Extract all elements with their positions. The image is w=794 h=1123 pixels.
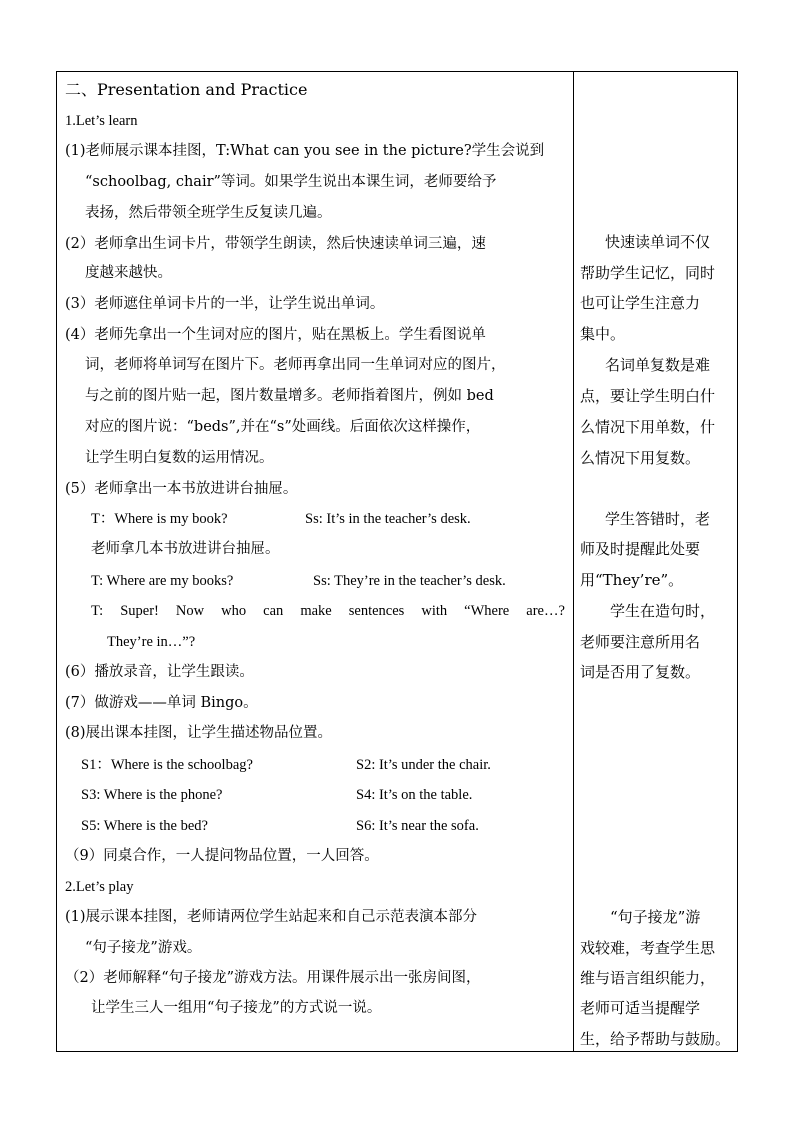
dialogue3-word: Super! (120, 603, 159, 619)
dialogue3-word: who (221, 603, 247, 619)
dialogue3-word: T: (91, 603, 104, 619)
play-title: 2.Let’s play (65, 879, 134, 895)
note4-line2: 老师要注意所用名 (580, 633, 701, 651)
play-step2-line1: （2）老师解释“句子接龙”游戏方法。用课件展示出一张房间图， (65, 970, 481, 986)
note2-line1: 名词单复数是难 (605, 356, 711, 374)
learn-step1-line3: 表扬，然后带领全班学生反复读几遍。 (85, 205, 332, 221)
dialogue3-word: sentences (348, 603, 405, 619)
note3-line2: 师及时提醒此处要 (580, 540, 701, 558)
note5-line5: 生，给予帮助与鼓励。 (580, 1030, 731, 1048)
play-step2-line2: 让学生三人一组用“句子接龙”的方式说一说。 (91, 1000, 382, 1016)
dialogue3-word: Now (175, 603, 205, 619)
section-heading: 二、Presentation and Practice (65, 80, 308, 99)
qa-question: S5: Where is the bed? (81, 818, 208, 834)
note5-line4: 老师可适当提醒学 (580, 999, 701, 1017)
dialogue3-line1 (91, 601, 565, 621)
learn-step3-line1: (3）老师遮住单词卡片的一半，让学生说出单词。 (65, 296, 385, 312)
learn-step1-line2: “schoolbag, chair”等词。如果学生说出本课生词，老师要给予 (85, 174, 497, 190)
learn-step4-line2: 词，老师将单词写在图片下。老师再拿出同一生单词对应的图片， (85, 357, 506, 373)
qa-answer: S6: It’s near the sofa. (356, 818, 479, 834)
learn-step7-line1: (7）做游戏——单词 Bingo。 (65, 695, 258, 711)
learn-step4-line4: 对应的图片说：“beds”,并在“s”处画线。后面依次这样操作， (85, 419, 481, 435)
learn-step8-line1: (8)展出课本挂图，让学生描述物品位置。 (65, 725, 333, 741)
note1-line2: 帮助学生记忆，同时 (580, 264, 716, 282)
dialogue2-teacher: T: Where are my books? (91, 573, 234, 589)
dialogue3-word: make (300, 603, 332, 619)
dialogue2-students: Ss: They’re in the teacher’s desk. (313, 573, 506, 589)
learn-step4-line1: (4）老师先拿出一个生词对应的图片，贴在黑板上。学生看图说单 (65, 327, 486, 343)
note2-line4: 么情况下用复数。 (580, 449, 701, 467)
note5-line2: 戏较难，考查学生思 (580, 939, 716, 957)
note2-line2: 点，要让学生明白什 (580, 387, 716, 405)
dialogue1-teacher: T：Where is my book? (91, 511, 228, 527)
note1-line1: 快速读单词不仅 (605, 233, 711, 251)
learn-step5-line2: 老师拿几本书放进讲台抽屉。 (91, 541, 280, 557)
lesson-plan-table (56, 71, 738, 1052)
procedure-column (57, 72, 573, 1051)
qa-question: S3: Where is the phone? (81, 787, 223, 803)
learn-title: 1.Let’s learn (65, 113, 138, 129)
note1-line3: 也可让学生注意力 (580, 294, 701, 312)
note4-line3: 词是否用了复数。 (580, 663, 701, 681)
qa-answer: S4: It’s on the table. (356, 787, 473, 803)
note2-line3: 么情况下用单数，什 (580, 418, 716, 436)
learn-step2-line2: 度越来越快。 (85, 265, 172, 281)
dialogue3-word: “Where (464, 603, 510, 619)
learn-step9-line1: （9）同桌合作，一人提问物品位置，一人回答。 (65, 848, 379, 864)
dialogue3-line2: They’re in…”? (107, 634, 196, 650)
learn-step1-line1: (1)老师展示课本挂图，T:What can you see in the picture?学生会说到 (65, 143, 545, 159)
learn-step2-line1: (2）老师拿出生词卡片，带领学生朗读，然后快速读单词三遍，速 (65, 236, 486, 252)
dialogue3-word: with (421, 603, 448, 619)
note3-line3: 用“They’re”。 (580, 571, 684, 589)
learn-step5-line1: (5）老师拿出一本书放进讲台抽屉。 (65, 481, 298, 497)
dialogue1-students: Ss: It’s in the teacher’s desk. (305, 511, 471, 527)
qa-question: S1：Where is the schoolbag? (81, 757, 253, 773)
note4-line1: 学生在造句时， (610, 602, 716, 620)
learn-step6-line1: (6）播放录音，让学生跟读。 (65, 664, 254, 680)
note3-line1: 学生答错时，老 (605, 510, 711, 528)
qa-answer: S2: It’s under the chair. (356, 757, 491, 773)
note1-line4: 集中。 (580, 325, 626, 343)
note5-line1: “句子接龙”游 (610, 908, 701, 926)
learn-step4-line3: 与之前的图片贴一起，图片数量增多。老师指着图片，例如 bed (85, 388, 494, 404)
note5-line3: 维与语言组织能力， (580, 969, 716, 987)
notes-column (574, 72, 738, 1051)
play-step1-line1: (1)展示课本挂图，老师请两位学生站起来和自己示范表演本部分 (65, 909, 478, 925)
dialogue3-word: are…? (526, 603, 565, 619)
dialogue3-word: can (263, 603, 284, 619)
learn-step4-line5: 让学生明白复数的运用情况。 (85, 450, 274, 466)
play-step1-line2: “句子接龙”游戏。 (85, 940, 202, 956)
